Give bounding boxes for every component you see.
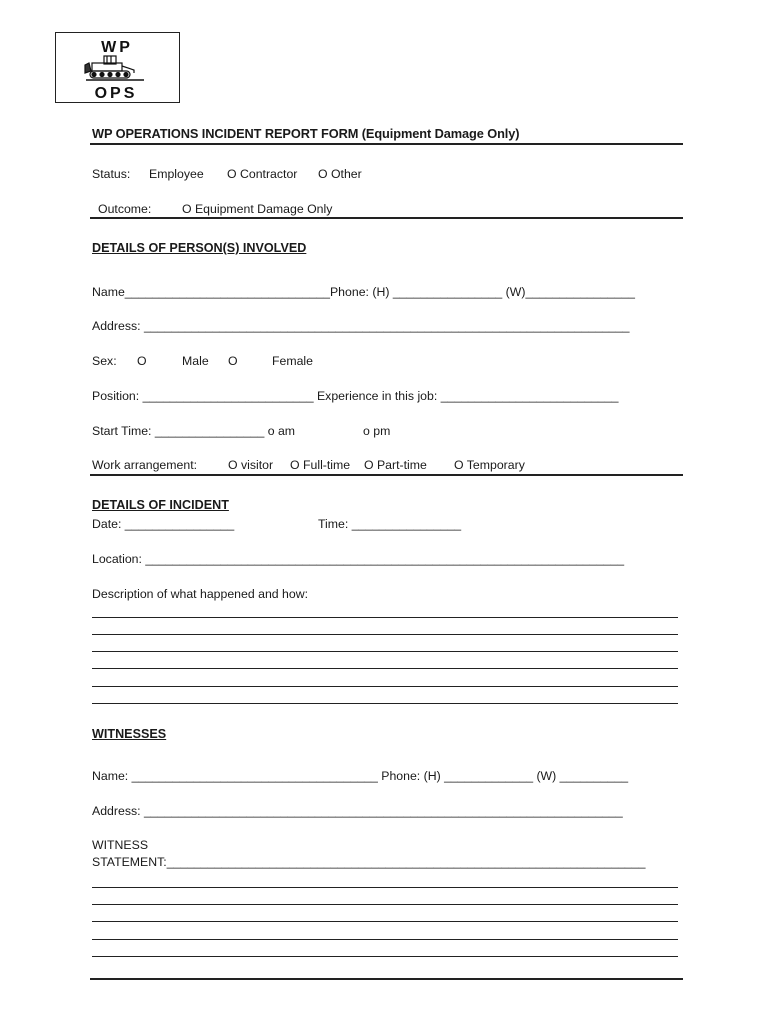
statement-line <box>92 904 678 905</box>
sex-male-label: Male <box>182 354 209 368</box>
incident-date-field[interactable]: Date: ________________ <box>92 517 235 531</box>
statement-line <box>92 939 678 940</box>
status-option-contractor[interactable]: O Contractor <box>227 167 298 181</box>
description-label: Description of what happened and how: <box>92 587 309 601</box>
bottom-rule <box>90 978 683 980</box>
statement-line <box>92 921 678 922</box>
witness-statement-field[interactable]: STATEMENT:______________________________________________________________________ <box>92 855 646 869</box>
company-logo <box>55 32 180 103</box>
witness-name-phone-field[interactable]: Name: ____________________________________ Phone: (H) _____________ (W) __________ <box>92 769 629 783</box>
description-line <box>92 668 678 669</box>
work-arrangement-label: Work arrangement: <box>92 458 198 472</box>
status-label: Status: <box>92 167 131 181</box>
description-line <box>92 617 678 618</box>
work-option-part-time[interactable]: O Part-time <box>364 458 427 472</box>
description-line <box>92 686 678 687</box>
work-option-full-time[interactable]: O Full-time <box>290 458 351 472</box>
incident-heading: DETAILS OF INCIDENT <box>92 498 229 512</box>
outcome-rule <box>90 217 683 219</box>
sex-radio-male[interactable]: O <box>137 354 147 368</box>
statement-line <box>92 887 678 888</box>
work-option-temporary[interactable]: O Temporary <box>454 458 525 472</box>
persons-heading: DETAILS OF PERSON(S) INVOLVED <box>92 241 307 255</box>
status-option-other[interactable]: O Other <box>318 167 362 181</box>
description-line <box>92 651 678 652</box>
logo-top-text: WP <box>101 39 133 56</box>
status-option-employee[interactable]: Employee <box>149 167 204 181</box>
sex-female-label: Female <box>272 354 314 368</box>
persons-rule <box>90 474 683 476</box>
person-address-field[interactable]: Address: _______________________________________________________________________ <box>92 319 630 333</box>
incident-location-field[interactable]: Location: ______________________________________________________________________ <box>92 552 625 566</box>
outcome-option-equipment-damage[interactable]: O Equipment Damage Only <box>182 202 333 216</box>
outcome-label: Outcome: <box>98 202 152 216</box>
description-line <box>92 634 678 635</box>
start-time-field[interactable]: Start Time: ________________ o am <box>92 424 296 438</box>
bulldozer-icon <box>85 56 144 80</box>
witness-address-field[interactable]: Address: ______________________________________________________________________ <box>92 804 623 818</box>
witness-statement-label: WITNESS <box>92 838 149 852</box>
sex-radio-female[interactable]: O <box>228 354 238 368</box>
sex-label: Sex: <box>92 354 117 368</box>
title-rule <box>90 143 683 145</box>
person-name-phone-field[interactable]: Name______________________________Phone: (H) ________________ (W)________________ <box>92 285 635 299</box>
incident-time-field[interactable]: Time: ________________ <box>318 517 462 531</box>
description-line <box>92 703 678 704</box>
work-option-visitor[interactable]: O visitor <box>228 458 274 472</box>
statement-line <box>92 956 678 957</box>
form-title: WP OPERATIONS INCIDENT REPORT FORM (Equipment Damage Only) <box>92 126 520 141</box>
logo-bottom-text: OPS <box>94 85 138 102</box>
start-time-pm-option[interactable]: o pm <box>363 424 391 438</box>
witnesses-heading: WITNESSES <box>92 727 167 741</box>
position-experience-field[interactable]: Position: _________________________ Experience in this job: __________________________ <box>92 389 619 403</box>
